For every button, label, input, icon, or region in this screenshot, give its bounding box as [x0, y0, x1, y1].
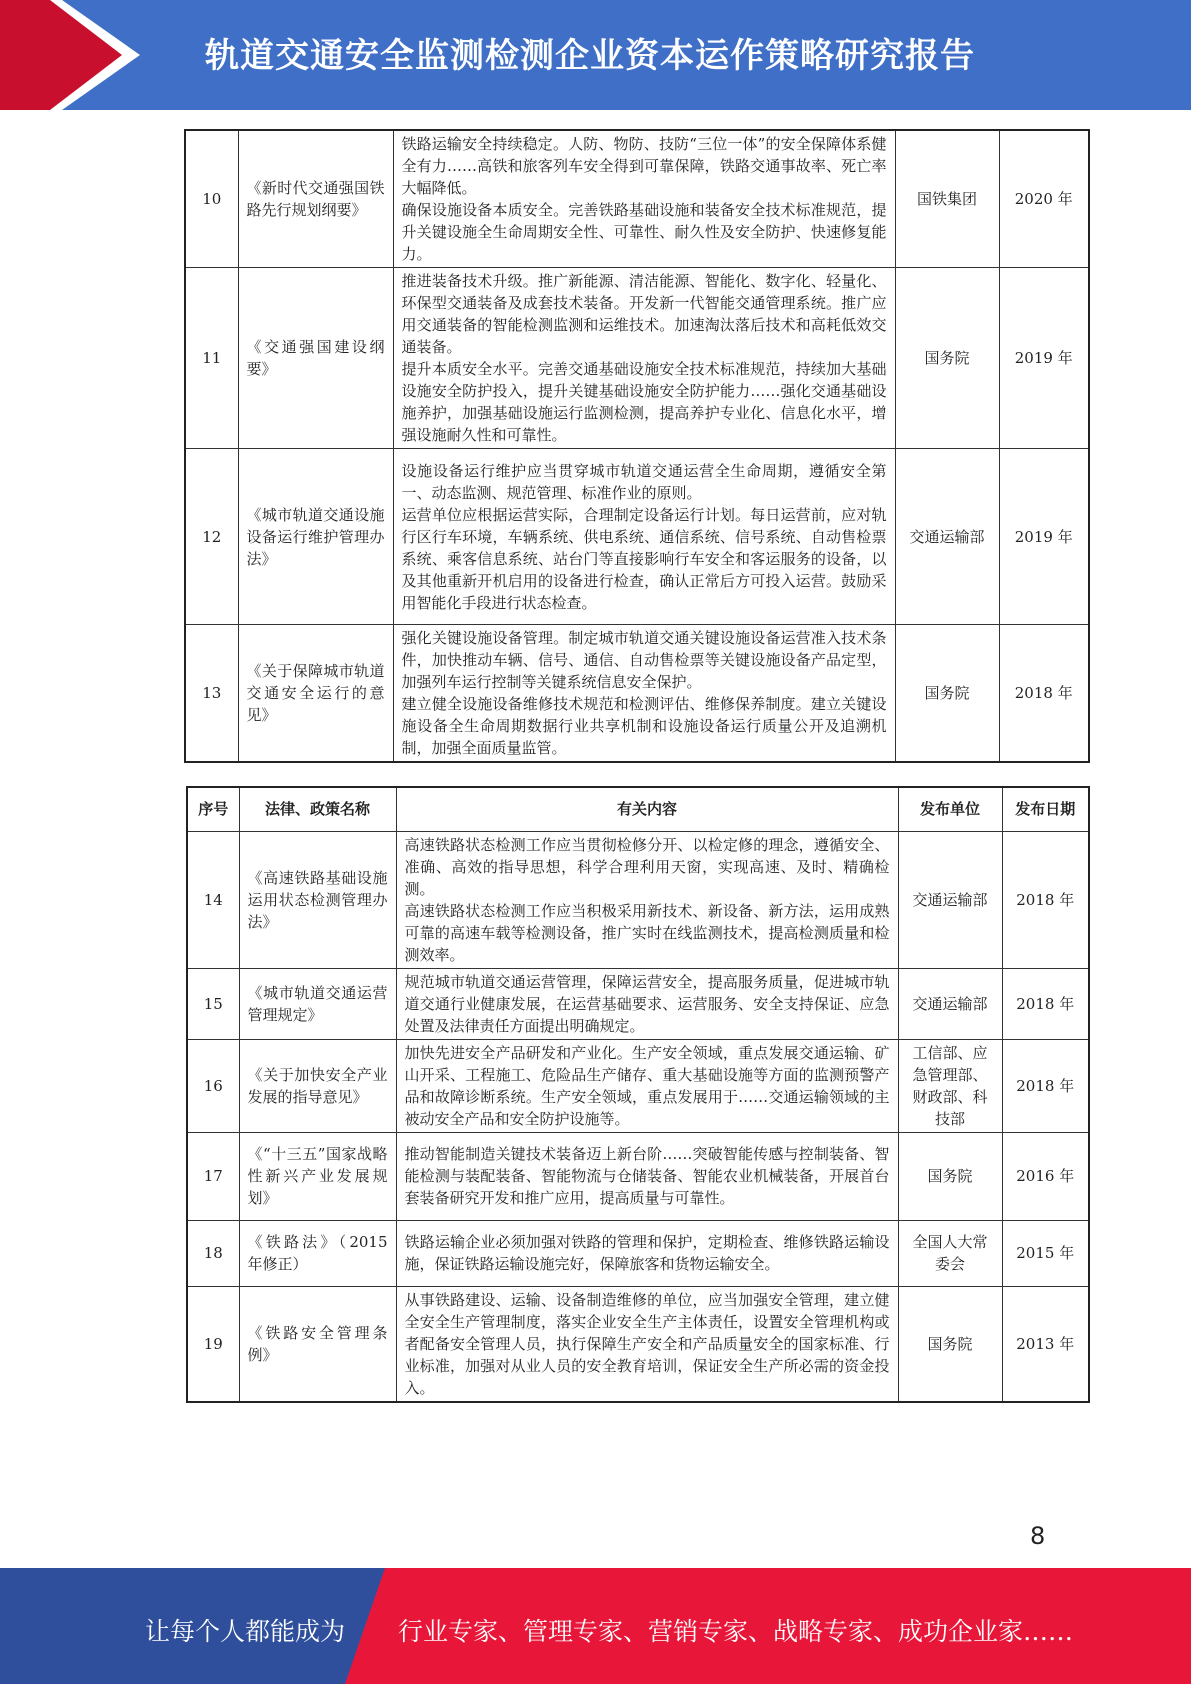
- policy-content: [396, 1039, 898, 1132]
- row-number: 12: [185, 449, 238, 625]
- issue-date: 2019 年: [999, 268, 1089, 449]
- policy-table: [186, 786, 1090, 1403]
- policy-name: 《城市轨道交通运营管理规定》: [239, 968, 396, 1039]
- issue-date: 2013 年: [1002, 1286, 1089, 1402]
- issuing-authority: 全国人大常委会: [898, 1220, 1002, 1286]
- content-paragraph: 建立健全设施设备维修技术规范和检测评估、维修保养制度。建立关键设施设备全生命周期数据行业共享机制和设施设备运行质量公开及追溯机制，加强全面质量监管。: [401, 695, 887, 757]
- header-content: 有关内容: [396, 787, 898, 831]
- issuing-authority: 工信部、应急管理部、财政部、科技部: [898, 1039, 1002, 1132]
- table-row: [187, 968, 1089, 1039]
- header-name: 法律、政策名称: [239, 787, 396, 831]
- content-paragraph: 设施设备运行维护应当贯穿城市轨道交通运营全生命周期，遵循安全第一、动态监测、规范管理、标准作业的原则。: [401, 461, 887, 502]
- table-row: [187, 1039, 1089, 1132]
- row-number: 18: [187, 1220, 239, 1286]
- content-paragraph: 运营单位应根据运营实际，合理制定设备运行计划。每日运营前，应对轨行区行车环境，车辆系统、供电系统、通信系统、信号系统、自动售检票系统、乘客信息系统、站台门等直接影响行车安全和客运服务的设备，以及其他重新开机启用的设备进行检查，确认正常后方可投入运营。鼓励采用智能化手段进行状态检查。: [401, 505, 887, 612]
- row-number: 16: [187, 1039, 239, 1132]
- policy-name: 《关于加快安全产业发展的指导意见》: [239, 1039, 396, 1132]
- policy-content: [396, 968, 898, 1039]
- policy-name: 《交通强国建设纲要》: [238, 268, 393, 449]
- table-row: [187, 1286, 1089, 1402]
- issue-date: 2019 年: [999, 449, 1089, 625]
- policy-name: 《新时代交通强国铁路先行规划纲要》: [238, 130, 393, 268]
- page-footer: [0, 1568, 1191, 1684]
- issuing-authority: 国铁集团: [895, 130, 999, 268]
- header-arrow-icon: [0, 0, 160, 110]
- row-number: 15: [187, 968, 239, 1039]
- content-paragraph: 规范城市轨道交通运营管理，保障运营安全，提高服务质量，促进城市轨道交通行业健康发展，在运营基础要求、运营服务、安全支持保证、应急处置及法律责任方面提出明确规定。: [404, 972, 890, 1035]
- row-number: 13: [185, 625, 238, 763]
- row-number: 14: [187, 831, 239, 968]
- table-header-row: [187, 787, 1089, 831]
- table-row: [185, 625, 1089, 763]
- content-paragraph: 从事铁路建设、运输、设备制造维修的单位，应当加强安全管理，建立健全安全生产管理制度，落实企业安全生产主体责任，设置安全管理机构或者配备安全管理人员，执行保障生产安全和产品质量安全的国家标准、行业标准，加强对从业人员的安全教育培训，保证安全生产所必需的资金投入。: [404, 1290, 890, 1397]
- issue-date: 2018 年: [1002, 968, 1089, 1039]
- content-paragraph: 确保设施设备本质安全。完善铁路基础设施和装备安全技术标准规范，提升关键设施全生命周期安全性、可靠性、耐久性及安全防护、快速修复能力。: [401, 201, 887, 263]
- issue-date: 2016 年: [1002, 1132, 1089, 1220]
- policy-content: [393, 449, 895, 625]
- row-number: 11: [185, 268, 238, 449]
- header-no: 序号: [187, 787, 239, 831]
- content-paragraph: 提升本质安全水平。完善交通基础设施安全技术标准规范，持续加大基础设施安全防护投入，提升关键基础设施安全防护能力……强化交通基础设施养护，加强基础设施运行监测检测，提高养护专业化、信息化水平，增强设施耐久性和可靠性。: [401, 360, 887, 444]
- policy-content: [393, 268, 895, 449]
- table-row: [187, 1220, 1089, 1286]
- table-row: [185, 268, 1089, 449]
- page-number: 8: [1030, 1522, 1046, 1550]
- table-row: [185, 449, 1089, 625]
- row-number: 10: [185, 130, 238, 268]
- policy-name: 《城市轨道交通设施设备运行维护管理办法》: [238, 449, 393, 625]
- content-paragraph: 高速铁路状态检测工作应当贯彻检修分开、以检定修的理念，遵循安全、准确、高效的指导思想，科学合理利用天窗，实现高速、及时、精确检测。: [404, 835, 890, 898]
- content-paragraph: 加快先进安全产品研发和产业化。生产安全领域，重点发展交通运输、矿山开采、工程施工、危险品生产储存、重大基础设施等方面的监测预警产品和故障诊断系统。生产安全领域，重点发展用于……交通运输领域的主被动安全产品和安全防护设施等。: [404, 1043, 890, 1128]
- footer-slogan-left: 让每个人都能成为: [145, 1617, 346, 1646]
- table-row: [187, 831, 1089, 968]
- policy-content: [396, 1220, 898, 1286]
- policy-name: 《“十三五”国家战略性新兴产业发展规划》: [239, 1132, 396, 1220]
- table-row: [187, 1132, 1089, 1220]
- issue-date: 2018 年: [1002, 831, 1089, 968]
- report-title: 轨道交通安全监测检测企业资本运作策略研究报告: [205, 36, 975, 76]
- table-row: [185, 130, 1089, 268]
- header-date: 发布日期: [1002, 787, 1089, 831]
- issuing-authority: 国务院: [898, 1286, 1002, 1402]
- policy-name: 《关于保障城市轨道交通安全运行的意见》: [238, 625, 393, 763]
- header-org: 发布单位: [898, 787, 1002, 831]
- policy-name: 《铁路法》（2015 年修正）: [239, 1220, 396, 1286]
- issuing-authority: 交通运输部: [898, 831, 1002, 968]
- policy-name: 《铁路安全管理条例》: [239, 1286, 396, 1402]
- content-paragraph: 铁路运输企业必须加强对铁路的管理和保护，定期检查、维修铁路运输设施，保证铁路运输设施完好，保障旅客和货物运输安全。: [404, 1233, 890, 1273]
- issuing-authority: 国务院: [895, 625, 999, 763]
- policy-content: [396, 1132, 898, 1220]
- issuing-authority: 国务院: [895, 268, 999, 449]
- policy-table-continued: [184, 129, 1090, 763]
- policy-name: 《高速铁路基础设施运用状态检测管理办法》: [239, 831, 396, 968]
- issuing-authority: 交通运输部: [895, 449, 999, 625]
- row-number: 17: [187, 1132, 239, 1220]
- policy-content: [396, 1286, 898, 1402]
- page-header: [0, 0, 1191, 110]
- issue-date: 2015 年: [1002, 1220, 1089, 1286]
- policy-content: [393, 625, 895, 763]
- issue-date: 2018 年: [999, 625, 1089, 763]
- issuing-authority: 交通运输部: [898, 968, 1002, 1039]
- content-paragraph: 铁路运输安全持续稳定。人防、物防、技防“三位一体”的安全保障体系健全有力……高铁和旅客列车安全得到可靠保障，铁路交通事故率、死亡率大幅降低。: [401, 135, 887, 197]
- issue-date: 2018 年: [1002, 1039, 1089, 1132]
- issuing-authority: 国务院: [898, 1132, 1002, 1220]
- content-paragraph: 高速铁路状态检测工作应当积极采用新技术、新设备、新方法，运用成熟可靠的高速车载等检测设备，推广实时在线监测技术，提高检测质量和检测效率。: [404, 901, 890, 964]
- issue-date: 2020 年: [999, 130, 1089, 268]
- row-number: 19: [187, 1286, 239, 1402]
- content-paragraph: 推进装备技术升级。推广新能源、清洁能源、智能化、数字化、轻量化、环保型交通装备及成套技术装备。开发新一代智能交通管理系统。推广应用交通装备的智能检测监测和运维技术。加速淘汰落后技术和高耗低效交通装备。: [401, 272, 887, 356]
- content-paragraph: 强化关键设施设备管理。制定城市轨道交通关键设施设备运营准入技术条件，加快推动车辆、信号、通信、自动售检票等关键设施设备产品定型，加强列车运行控制等关键系统信息安全保护。: [401, 629, 887, 691]
- policy-content: [396, 831, 898, 968]
- content-paragraph: 推动智能制造关键技术装备迈上新台阶……突破智能传感与控制装备、智能检测与装配装备、智能物流与仓储装备、智能农业机械装备，开展首台套装备研究开发和推广应用，提高质量与可靠性。: [404, 1145, 890, 1207]
- policy-content: [393, 130, 895, 268]
- footer-slogan-right: 行业专家、管理专家、营销专家、战略专家、成功企业家……: [398, 1617, 1074, 1646]
